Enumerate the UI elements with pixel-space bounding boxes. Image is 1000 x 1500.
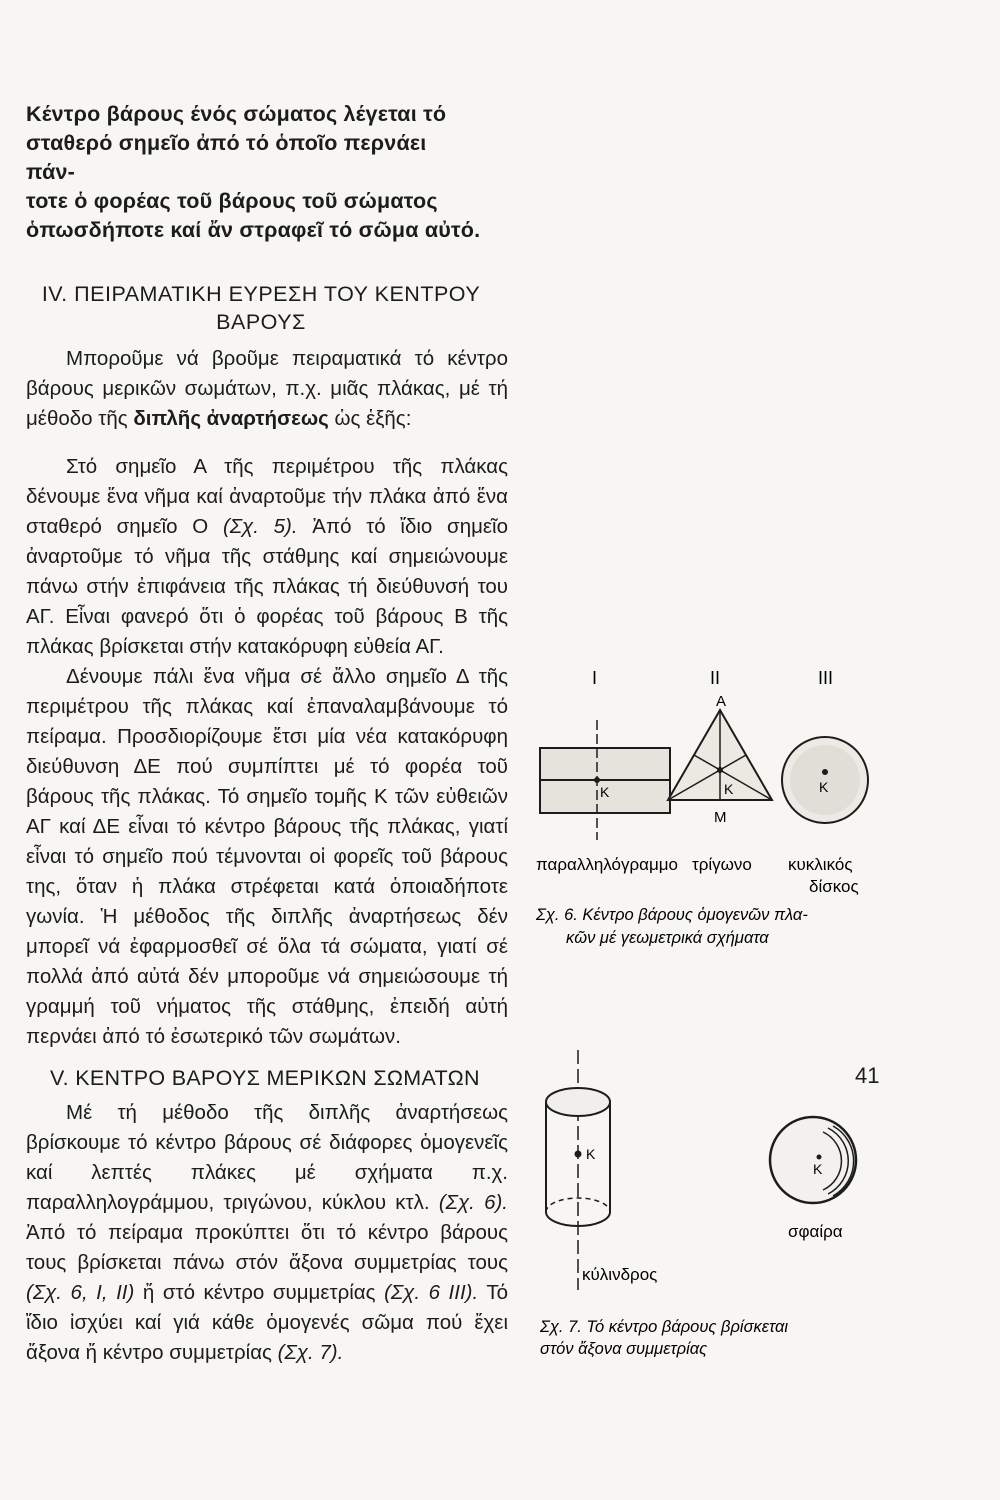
term-double-suspension: διπλῆς ἀναρτήσεως bbox=[133, 407, 329, 430]
roman-numeral-2: II bbox=[710, 668, 721, 688]
definition-line: ὁπωσδήποτε καί ἄν στραφεῖ τό σῶμα αὐτό. bbox=[26, 218, 481, 242]
sphere-shape bbox=[770, 1117, 856, 1203]
center-label-sphere: Κ bbox=[813, 1161, 823, 1177]
page-number: 41 bbox=[855, 1063, 880, 1088]
definition-line: Κέντρο βάρους ένός σώματος λέγεται τό bbox=[26, 102, 447, 126]
roman-numeral-1: I bbox=[592, 668, 598, 688]
figure-6 bbox=[520, 660, 895, 960]
text-run: ἤ στό κέντρο συμμετρίας bbox=[134, 1281, 385, 1304]
definition-box bbox=[26, 100, 481, 245]
figure-ref: (Σχ. 7). bbox=[277, 1341, 344, 1364]
point-m-label: Μ bbox=[714, 809, 727, 826]
definition-line: σταθερό σημεῖο ἀπό τό ὁποῖο περνάει πάν- bbox=[26, 131, 427, 184]
triangle-shape bbox=[668, 710, 772, 800]
parallelogram-shape bbox=[540, 720, 670, 840]
center-label-parallelogram: Κ bbox=[600, 784, 610, 800]
roman-numeral-3: III bbox=[818, 668, 834, 688]
section-4-title-line2: ΒΑΡΟΥΣ bbox=[216, 310, 306, 334]
label-parallelogram: παραλληλόγραμμο bbox=[536, 855, 679, 874]
text-run: Μέ τή μέθοδο τῆς διπλῆς ἀναρτήσεως βρίσκουμε τό κέντρο βάρους σέ διάφορες ὁμογενεῖς καί λεπτές πλάκες μέ σχήματα π.χ. παραλληλογράμμου, τριγώνου, κύκλου κτλ. bbox=[26, 1101, 508, 1214]
section-4-paragraph-2 bbox=[26, 452, 508, 662]
figure-7 bbox=[520, 1040, 895, 1370]
figure-7-caption-line2: στόν ἄξονα συμμετρίας bbox=[540, 1340, 708, 1358]
section-4-heading bbox=[26, 280, 496, 336]
text-run: Μποροῦμε νά βροῦμε πειραματικά τό κέντρο βάρους μερικῶν σωμάτων, π.χ. μιᾶς πλάκας, μέ τή μέθοδο τῆς bbox=[26, 347, 508, 430]
center-label-cylinder: Κ bbox=[586, 1146, 596, 1162]
text-run: Στό σημεῖο Α τῆς περιμέτρου τῆς πλάκας δένουμε ἕνα νῆμα καί ἀναρτοῦμε τήν πλάκα ἀπό ἕνα σταθερό σημεῖο Ο bbox=[26, 455, 508, 538]
text-run: ὡς ἑξῆς: bbox=[328, 407, 412, 430]
label-disc-2: δίσκος bbox=[809, 877, 859, 896]
figure-7-caption-line1: Σχ. 7. Τό κέντρο βάρους βρίσκεται bbox=[540, 1318, 789, 1336]
center-label-disc: Κ bbox=[819, 779, 829, 795]
figure-6-caption-line2: κῶν μέ γεωμετρικά σχήματα bbox=[566, 929, 769, 947]
section-4-paragraph-3: Δένουμε πάλι ἕνα νῆμα σέ ἄλλο σημεῖο Δ τῆς περιμέτρου τῆς πλάκας καί ἐπαναλαμβάνουμε τό πείραμα. Προσδιορίζουμε ἔτσι μία νέα κατακόρυφη διεύθυνση ΔΕ πού συμπίπτει μέ τό φορέα τοῦ βάρους τῆς πλάκας. Τό σημεῖο τομῆς Κ τῶν εὐθειῶν ΑΓ καί ΔΕ εἶναι τό κέντρο βάρους τῆς πλάκας, γιατί εἶναι τό σημεῖο πού τέμνονται οἱ φορεῖς τοῦ βάρους της, ὅταν ἡ πλάκα στρέφεται κατά ὁποιαδήποτε γωνία. Ἡ μέθοδος τῆς διπλῆς ἀναρτήσεως δέν μπορεῖ νά ἐφαρμοσθεῖ σέ ὅλα τά σώματα, γιατί σέ πολλά ἀπό αὐτά δέν μποροῦμε νά σημειώσουμε τή γραμμή τοῦ νήματος τῆς στάθμης, ἐπειδή αὐτή περνάει ἀπό τό ἐσωτερικό τῶν σωμάτων. bbox=[26, 665, 508, 1048]
label-sphere: σφαίρα bbox=[788, 1222, 843, 1241]
center-label-triangle: Κ bbox=[724, 781, 734, 797]
section-5-paragraph-1 bbox=[26, 1098, 508, 1368]
label-cylinder: κύλινδρος bbox=[582, 1265, 658, 1284]
figure-ref: (Σχ. 5). bbox=[222, 515, 298, 538]
label-triangle: τρίγωνο bbox=[692, 855, 752, 874]
text-run: Τό ἴδιο ἰσχύει καί γιά κάθε ὁμογενές σῶμα πού ἔχει ἄξονα ἤ κέντρο συμμετρίας bbox=[26, 1281, 508, 1364]
cylinder-shape bbox=[546, 1050, 610, 1290]
figure-ref: (Σχ. 6). bbox=[438, 1191, 509, 1214]
point-a-label: Α bbox=[716, 693, 727, 710]
definition-line: τοτε ὁ φορέας τοῦ βάρους τοῦ σώματος bbox=[26, 189, 438, 213]
figure-6-caption-line1: Σχ. 6. Κέντρο βάρους ὁμογενῶν πλα- bbox=[536, 906, 808, 924]
text-run: Ἀπό τό ἴδιο σημεῖο ἀναρτοῦμε τό νῆμα τῆς στάθμης καί σημειώνουμε πάνω στήν ἐπιφάνεια τῆς πλάκας τή διεύθυνσή του ΑΓ. Εἶναι φανερό ὅτι ὁ φορέας τοῦ βάρους Β τῆς πλάκας βρίσκεται στήν κατακόρυφη εὐθεία ΑΓ. bbox=[26, 515, 508, 658]
section-4-paragraphs bbox=[26, 452, 508, 1052]
figure-ref: (Σχ. 6, I, II) bbox=[26, 1281, 135, 1304]
section-4-paragraph-1 bbox=[26, 344, 508, 434]
label-disc-1: κυκλικός bbox=[788, 855, 853, 874]
text-run: Ἀπό τό πείραμα προκύπτει ὅτι τό κέντρο βάρους τους βρίσκεται πάνω στόν ἄξονα συμμετρίας τους bbox=[26, 1221, 508, 1274]
figure-ref: (Σχ. 6 III). bbox=[384, 1281, 479, 1304]
section-5-heading: V. ΚΕΝΤΡΟ ΒΑΡΟΥΣ ΜΕΡΙΚΩΝ ΣΩΜΑΤΩΝ bbox=[50, 1066, 480, 1090]
section-4-title-line1: IV. ΠΕΙΡΑΜΑΤΙΚΗ ΕΥΡΕΣΗ ΤΟΥ ΚΕΝΤΡΟΥ bbox=[41, 282, 481, 306]
